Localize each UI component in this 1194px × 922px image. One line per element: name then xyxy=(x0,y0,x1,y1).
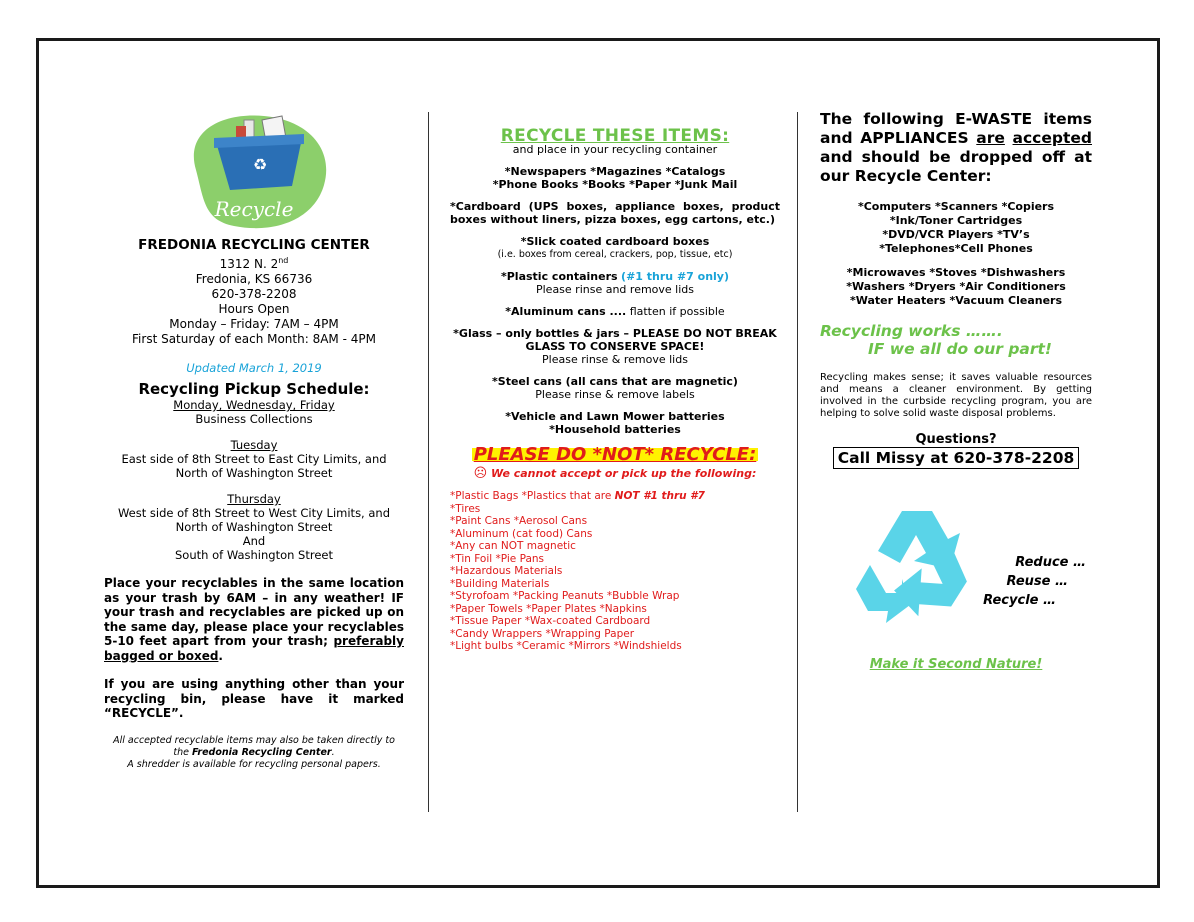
recycle-items-subheading: and place in your recycling container xyxy=(512,143,718,156)
cannot-accept-note: ☹ We cannot accept or pick up the following: xyxy=(473,466,757,481)
right-column xyxy=(820,110,1092,672)
center-phone: 620-378-2208 xyxy=(211,287,297,301)
hours-saturday: First Saturday of each Month: 8AM - 4PM xyxy=(132,332,376,346)
electronics-list: *Computers *Scanners *Copiers *Ink/Toner Cartridges *DVD/VCR Players *TV’s *Telephones*Cell Phones xyxy=(857,200,1055,255)
hours-weekday: Monday – Friday: 7AM – 4PM xyxy=(169,317,339,331)
recycling-works-slogan: Recycling works ……. IF we all do our part! xyxy=(820,322,1053,358)
left-column xyxy=(104,110,404,771)
recycle-graphic xyxy=(820,493,1092,643)
list-item: *Building Materials xyxy=(450,577,550,590)
schedule-thursday: Thursday West side of 8th Street to West City Limits, and North of Washington Street And South of Washington Street xyxy=(117,492,391,562)
appliances-list: *Microwaves *Stoves *Dishwashers *Washers *Dryers *Air Conditioners *Water Heaters *Vacuum Cleaners xyxy=(846,266,1066,307)
cardboard-items: *Cardboard (UPS boxes, appliance boxes, product boxes without liners, pizza boxes, egg cartons, etc.) xyxy=(450,200,780,226)
column-divider-left xyxy=(428,112,429,812)
list-item: *Hazardous Materials xyxy=(450,565,563,577)
steel-items: *Steel cans (all cans that are magnetic) Please rinse & remove labels xyxy=(492,375,738,401)
list-item: *Tin Foil *Pie Pans xyxy=(450,552,544,565)
aluminum-items: *Aluminum cans .... flatten if possible xyxy=(505,305,725,318)
list-item: *Plastic Bags *Plastics that are NOT #1 thru #7 xyxy=(450,490,705,502)
glass-items: *Glass – only bottles & jars – PLEASE DO NOT BREAK GLASS TO CONSERVE SPACE! Please rinse & remove lids xyxy=(453,327,777,366)
reduce-reuse-recycle: Reduce … Reuse … Recycle … xyxy=(983,555,1086,608)
do-not-recycle-heading: PLEASE DO *NOT* RECYCLE: xyxy=(473,444,757,465)
not-accepted-list xyxy=(450,490,780,653)
svg-text:Recycle: Recycle xyxy=(214,197,294,221)
schedule-title: Recycling Pickup Schedule: xyxy=(138,380,370,398)
second-nature-slogan: Make it Second Nature! xyxy=(869,657,1043,672)
list-item: *Paper Towels *Paper Plates *Napkins xyxy=(450,602,647,615)
dropoff-note: All accepted recyclable items may also be taken directly to the Fredonia Recycling Center. A shredder is available for recycling personal papers. xyxy=(113,734,395,770)
list-item: *Candy Wrappers *Wrapping Paper xyxy=(450,627,635,640)
other-bin-note: If you are using anything other than your recycling bin, please have it marked “RECYCLE”. xyxy=(104,677,404,720)
questions-label: Questions? xyxy=(915,432,997,447)
plastic-items: *Plastic containers (#1 thru #7 only) Please rinse and remove lids xyxy=(500,270,730,296)
list-item: *Tissue Paper *Wax-coated Cardboard xyxy=(450,615,651,627)
schedule-monday: Monday, Wednesday, Friday Business Collections xyxy=(173,398,335,426)
list-item: *Any can NOT magnetic xyxy=(450,540,576,552)
call-missy-box: Call Missy at 620-378-2208 xyxy=(833,447,1080,469)
placement-instructions: Place your recyclables in the same location as your trash by 6AM – in any weather! IF your trash and recyclables are picked up on the same day, please place your recyclables 5-10 feet apart from your trash; preferably bagged or boxed. xyxy=(104,576,404,663)
address-street: 1312 N. 2nd xyxy=(219,256,289,271)
recycling-sense-paragraph: Recycling makes sense; it saves valuable resources and means a cleaner environment. By getting involved in the curbside recycling program, you are helping to solve solid waste disposal problems. xyxy=(820,372,1092,419)
list-item: *Tires xyxy=(450,502,481,515)
battery-items: *Vehicle and Lawn Mower batteries *Household batteries xyxy=(505,410,725,436)
paper-items: *Newspapers *Magazines *Catalogs *Phone Books *Books *Paper *Junk Mail xyxy=(492,165,738,191)
center-name: FREDONIA RECYCLING CENTER xyxy=(138,237,370,253)
recycle-bin-logo xyxy=(174,110,334,232)
updated-date: Updated March 1, 2019 xyxy=(186,361,322,375)
recycle-items-heading: RECYCLE THESE ITEMS: xyxy=(500,126,730,146)
list-item: *Aluminum (cat food) Cans xyxy=(450,527,593,540)
list-item: *Paint Cans *Aerosol Cans xyxy=(450,515,588,527)
address-city: Fredonia, KS 66736 xyxy=(195,272,313,286)
frown-icon: ☹ xyxy=(473,466,488,481)
schedule-tuesday: Tuesday East side of 8th Street to East City Limits, and North of Washington Street xyxy=(121,438,387,480)
slick-cardboard-items: *Slick coated cardboard boxes (i.e. boxes from cereal, crackers, pop, tissue, etc) xyxy=(497,235,733,260)
svg-text:♻: ♻ xyxy=(252,155,268,174)
list-item: *Styrofoam *Packing Peanuts *Bubble Wrap xyxy=(450,590,680,602)
list-item: *Light bulbs *Ceramic *Mirrors *Windshields xyxy=(450,640,682,652)
ewaste-heading: The following E-WASTE items and APPLIANCES are accepted and should be dropped off at our Recycle Center: xyxy=(820,110,1092,185)
hours-label: Hours Open xyxy=(218,302,290,316)
column-divider-right xyxy=(797,112,798,812)
middle-column xyxy=(450,126,780,653)
